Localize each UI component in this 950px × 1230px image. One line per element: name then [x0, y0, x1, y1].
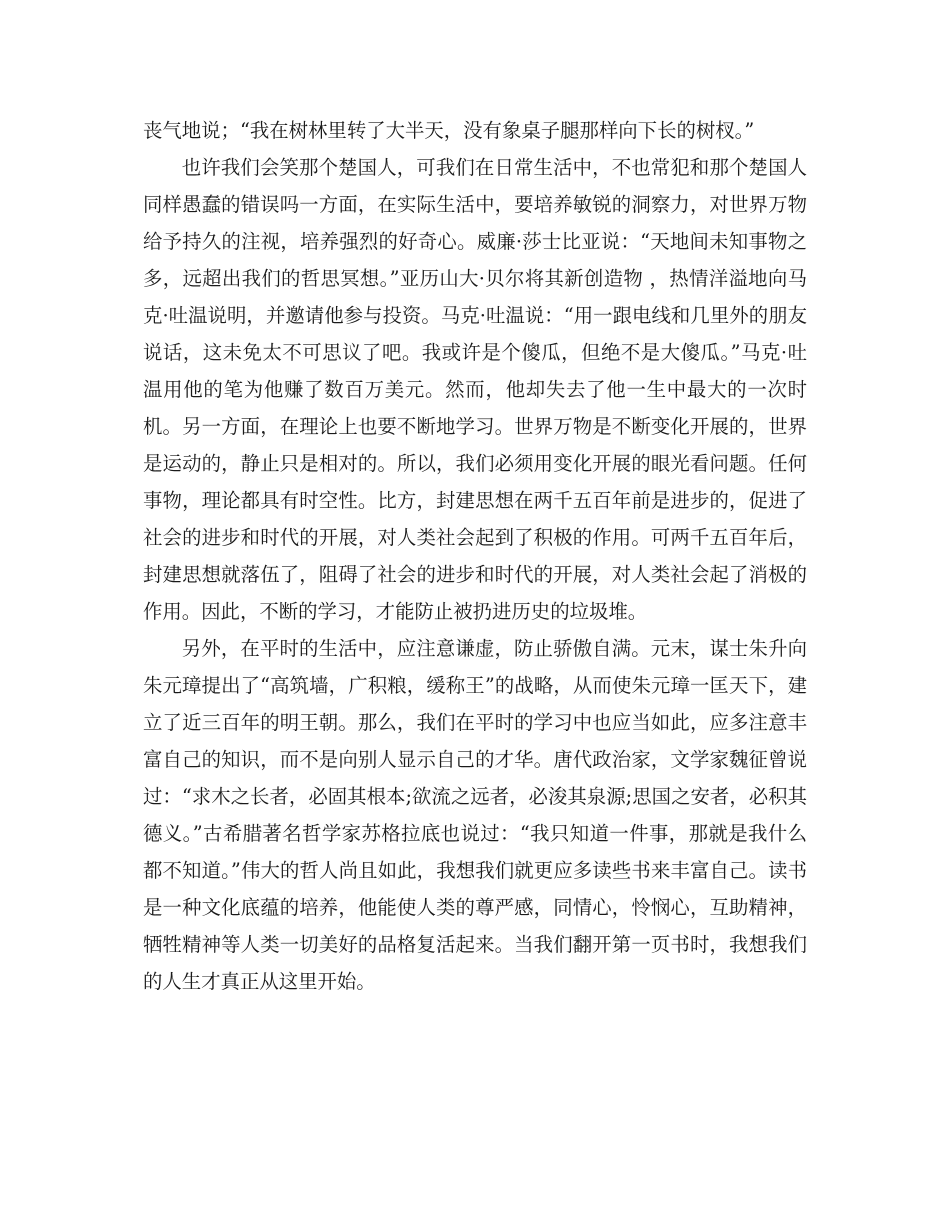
body-text	[143, 112, 807, 1000]
paragraph-continuation: 丧气地说；“我在树林里转了大半天，没有象桌子腿那样向下长的树杈。”	[143, 119, 755, 142]
paragraph-curiosity-and-learning: 也许我们会笑那个楚国人，可我们在日常生活中，不也常犯和那个楚国人同样愚蠢的错误吗一方面，在实际生活中，要培养敏锐的洞察力，对世界万物给予持久的注视，培养强烈的好奇心。威廉·莎士比亚说：“天地间未知事物之多，远超出我们的哲思冥想。”亚历山大·贝尔将其新创造物 ，热情洋溢地向马克·吐温说明，并邀请他参与投资。马克·吐温说：“用一跟电线和几里外的朋友说话，这未免太不可思议了吧。我或许是个傻瓜，但绝不是大傻瓜。”马克·吐温用他的笔为他赚了数百万美元。然而，他却失去了他一生中最大的一次时机。另一方面，在理论上也要不断地学习。世界万物是不断变化开展的，世界是运动的，静止只是相对的。所以，我们必须用变化开展的眼光看问题。任何事物，理论都具有时空性。比方，封建思想在两千五百年前是进步的，促进了社会的进步和时代的开展，对人类社会起到了积极的作用。可两千五百年后，封建思想就落伍了，阻碍了社会的进步和时代的开展，对人类社会起了消极的作用。因此，不断的学习，才能防止被扔进历史的垃圾堆。	[143, 156, 807, 623]
paragraph-modesty: 另外，在平时的生活中，应注意谦虚，防止骄傲自满。元末，谋士朱升向朱元璋提出了“高筑墙，广积粮，缓称王”的战略，从而使朱元璋一匡天下，建立了近三百年的明王朝。那么，我们在平时的学习中也应当如此，应多注意丰富自己的知识，而不是向别人显示自己的才华。唐代政治家，文学家魏征曾说过：“求木之长者，必固其根本;欲流之远者，必浚其泉源;思国之安者，必积其德义。”古希腊著名哲学家苏格拉底也说过：“我只知道一件事，那就是我什么都不知道。”伟大的哲人尚且如此，我想我们就更应多读些书来丰富自己。读书是一种文化底蕴的培养，他能使人类的尊严感，同情心，怜悯心，互助精神，牺牲精神等人类一切美好的品格复活起来。当我们翻开第一页书时，我想我们的人生才真正从这里开始。	[143, 637, 807, 993]
